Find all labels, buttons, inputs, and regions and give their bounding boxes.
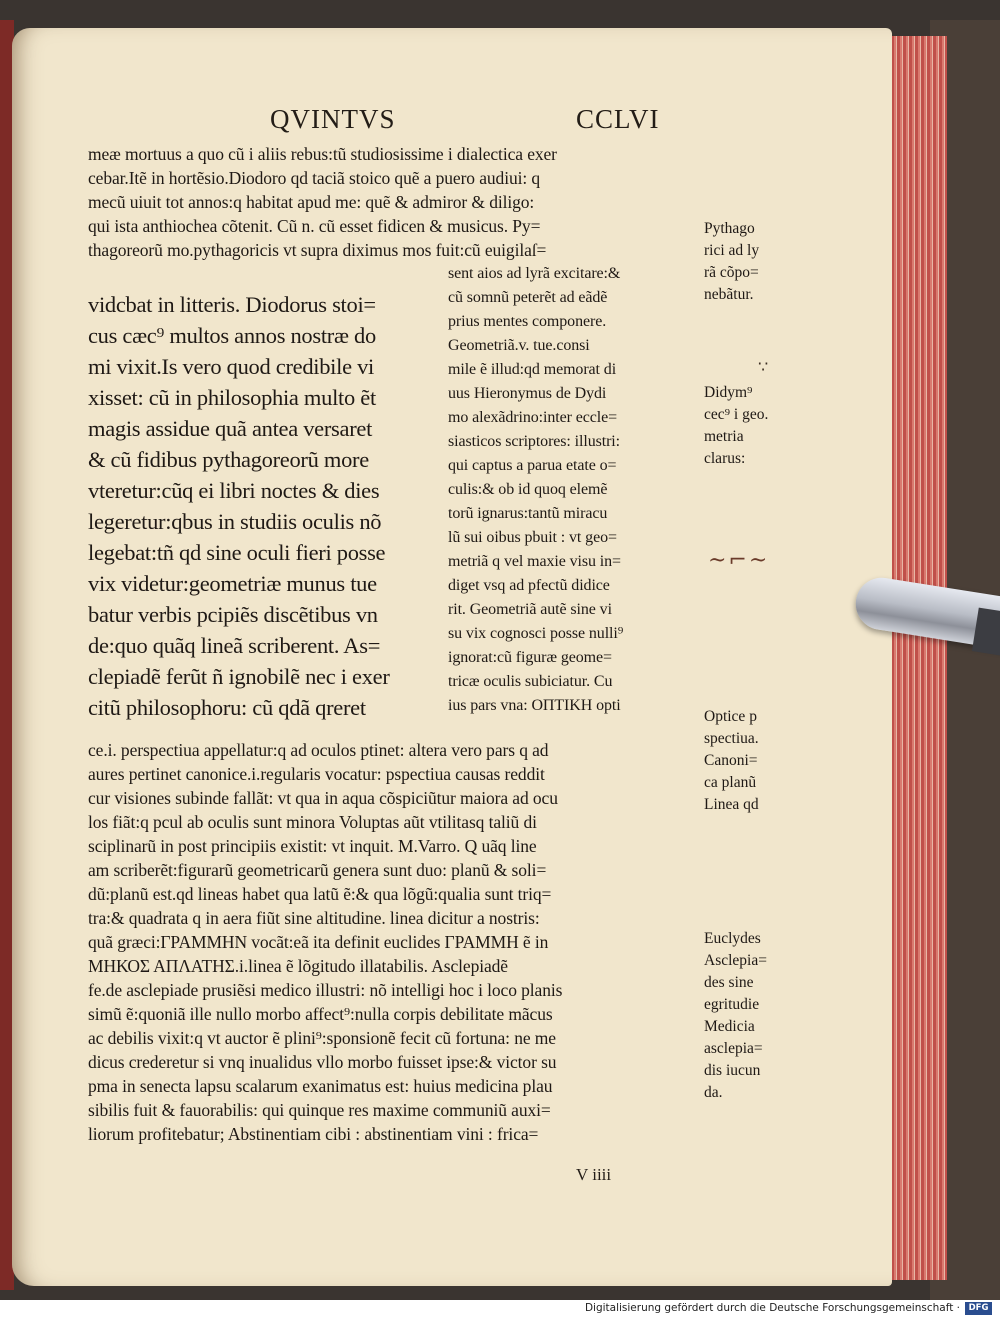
text-line: los fiãt:q pcul ab oculis sunt minora Voluptas aũt vtilitasq taliũ di [88, 812, 537, 832]
folio-number: CCLVI [576, 104, 660, 134]
margin-note-line: rici ad ly [704, 242, 760, 259]
margin-note-line: Pythago [704, 220, 755, 237]
text-line: diget vsq ad pfectũ didice [448, 577, 610, 594]
margin-note-line: cec⁹ i geo. [704, 406, 769, 423]
margin-note-line: dis iucun [704, 1062, 761, 1079]
text-line: qui ista anthiochea cõtenit. Cũ n. cũ esset fidicen & musicus. Py= [88, 216, 541, 236]
margin-note-pythagoras [704, 218, 790, 306]
margin-note-line: Euclydes [704, 930, 761, 947]
margin-note-line: Medicia [704, 1018, 755, 1035]
text-line: sciplinarũ in post principiis existit: vt inquit. M.Varro. Q uãq line [88, 836, 537, 856]
text-line: cũ somnũ peterẽt ad eãdẽ [448, 289, 608, 306]
margin-note-line: rã cõpo= [704, 264, 759, 281]
commentary-line: vteretur:cũq ei libri noctes & dies [88, 478, 380, 503]
margin-note-line: nebãtur. [704, 286, 754, 303]
commentary-line: vidcbat in litteris. Diodorus stoi= [88, 292, 376, 317]
text-line: metriã q vel maxie visu in= [448, 553, 621, 570]
ink-ornament-mark: ~⌐~ [708, 548, 770, 573]
margin-note-line: da. [704, 1084, 723, 1101]
commentary-line: clepiadẽ ferũt ñ ignobilẽ nec i exer [88, 664, 390, 689]
text-line: ignorat:cũ figuræ geome= [448, 649, 612, 666]
text-line: rit. Geometriã autẽ sine vi [448, 601, 612, 618]
commentary-line: legebat:tñ qd sine oculi fieri posse [88, 540, 386, 565]
text-line: quã græci:ΓΡΑΜΜΗΝ vocãt:eã ita definit euclides ΓΡΑΜΜΗ ẽ in [88, 932, 549, 952]
margin-note-line: spectiua. [704, 730, 759, 747]
text-line: su vix cognosci posse nulli⁹ [448, 625, 624, 642]
commentary-line: & cũ fidibus pythagoreorũ more [88, 447, 369, 472]
text-line: lũ sui oibus pbuit : vt geo= [448, 529, 617, 546]
text-line: dũ:planũ est.qd lineas habet qua latũ ẽ:& qua lõgũ:qualia sunt triq= [88, 884, 552, 904]
text-line: liorum profitebatur; Abstinentiam cibi : abstinentiam vini : frica= [88, 1124, 539, 1144]
text-line: fe.de asclepiade prusiẽsi medico illustri: nõ intelligi hoc i loco planis [88, 980, 563, 1000]
text-line: sibilis fuit & fauorabilis: qui quinque res maxime communiũ auxi= [88, 1100, 551, 1120]
text-line: thagoreorũ mo.pythagoricis vt supra diximus mos fuit:cũ euigilaſ= [88, 240, 547, 260]
margin-note-line: egritudie [704, 996, 760, 1013]
margin-note-optice [704, 706, 790, 816]
text-line: ΜΗΚΟΣ ΑΠΛΑΤΗΣ.i.linea ẽ lõgitudo illatabilis. Asclepiadẽ [88, 956, 508, 976]
commentary-line: magis assidue quã antea versaret [88, 416, 373, 441]
margin-note-line: Canoni= [704, 752, 758, 769]
text-line: am scriberẽt:figurarũ geometricarũ genera sunt duo: planũ & soli= [88, 860, 547, 880]
text-line: cebar.Itẽ in hortẽsio.Diodoro qd taciã stoico quẽ a puero audiui: q [88, 168, 541, 188]
text-line: Geometriã.v. tue.consi [448, 337, 590, 354]
text-line: pma in senecta lapsu scalarum exanimatus est: huius medicina plau [88, 1076, 553, 1096]
text-line: ce.i. perspectiua appellatur:q ad oculos ptinet: altera vero pars q ad [88, 740, 549, 760]
text-line: uus Hieronymus de Dydi [448, 385, 607, 402]
text-line: ius pars vna: ΟΠΤΙΚΗ opti [448, 697, 621, 714]
margin-note-line: Linea qd [704, 796, 759, 813]
margin-note-line: asclepia= [704, 1040, 763, 1057]
text-line: meæ mortuus a quo cũ i aliis rebus:tũ studiosissime i dialectica exer [88, 144, 557, 164]
margin-note-euclydes [704, 928, 790, 1104]
text-line: mile ẽ illud:qd memorat di [448, 361, 617, 378]
text-line: sent aios ad lyrã excitare:& [448, 265, 621, 282]
text-line: siasticos scriptores: illustri: [448, 433, 620, 450]
margin-note-line: metria [704, 428, 744, 445]
commentary-line: de:quo quãq lineã scriberent. As= [88, 633, 381, 658]
dfg-logo-icon: DFG [965, 1302, 992, 1315]
margin-note-line: Didym⁹ [704, 384, 753, 401]
commentary-line: xisset: cũ in philosophia multo ẽt [88, 385, 376, 410]
text-line: cur visiones subinde fallãt: vt qua in aqua cõspiciũtur maiora ad ocu [88, 788, 558, 808]
text-line: torũ ignarus:tantũ miracu [448, 505, 608, 522]
ink-marks: ∵ [758, 357, 769, 376]
commentary-line: batur verbis pcipiẽs discẽtibus vn [88, 602, 378, 627]
text-line: tricæ oculis subiciatur. Cu [448, 673, 613, 690]
margin-note-line: des sine [704, 974, 754, 991]
text-line: tra:& quadrata q in aera fiũt sine altitudine. linea dicitur a nostris: [88, 908, 540, 928]
commentary-line: cus cæc⁹ multos annos nostræ do [88, 323, 376, 348]
text-line: prius mentes componere. [448, 313, 607, 330]
margin-note-line: Optice p [704, 708, 757, 725]
funding-credit: Digitalisierung gefördert durch die Deutsche Forschungsgemeinschaft · [584, 1302, 960, 1314]
commentary-line: vix videtur:geometriæ munus tue [88, 571, 377, 596]
margin-note-line: clarus: [704, 450, 746, 467]
running-title: QVINTVS [270, 104, 396, 134]
text-line: simũ ẽ:quoniã ille nullo morbo affect⁹:nulla corpis debilitate mãcus [88, 1004, 553, 1024]
text-line: ac debilis vixit:q vt auctor ẽ plini⁹:sponsionẽ fecit cũ fortuna: ne me [88, 1028, 556, 1048]
red-page-edges [885, 36, 947, 1280]
commentary-line: legeretur:qbus in studiis oculis nõ [88, 509, 382, 534]
text-line: aures pertinet canonice.i.regularis vocatur: pspectiua causas reddit [88, 764, 545, 784]
margin-note-line: Asclepia= [704, 952, 767, 969]
text-line: mo alexãdrino:inter eccle= [448, 409, 618, 426]
margin-note-didymus [704, 382, 790, 470]
margin-note-line: ca planũ [704, 774, 757, 791]
text-line: qui captus a parua etate o= [448, 457, 617, 474]
commentary-line: mi vixit.Is vero quod credibile vi [88, 354, 374, 379]
commentary-line: citũ philosophoru: cũ qdã qreret [88, 695, 366, 720]
text-line: dicus crederetur si vnq inualidus vllo morbo fuisset ipse:& victor su [88, 1052, 557, 1072]
text-line: culis:& ob id quoq elemẽ [448, 481, 608, 498]
signature-mark: V iiii [576, 1165, 612, 1184]
text-line: mecũ uiuit tot annos:q habitat apud me: quẽ & admiror & diligo: [88, 192, 535, 212]
